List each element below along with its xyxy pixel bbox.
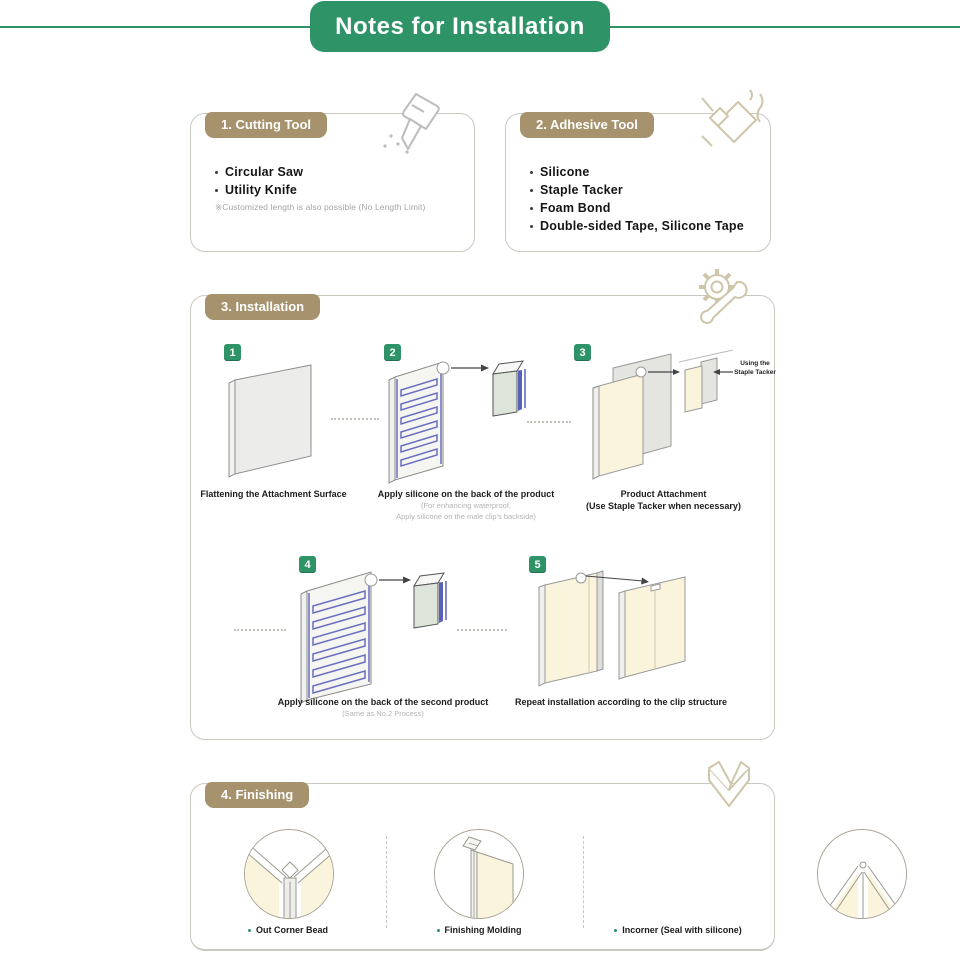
- bullet-dot: [248, 929, 251, 932]
- corner-bead-icon: [701, 760, 757, 820]
- step-badge: 1: [224, 344, 241, 361]
- list-item: [530, 199, 744, 217]
- list-item-label: Silicone: [540, 165, 590, 179]
- finishing-item-label: Incorner (Seal with silicone): [622, 925, 742, 935]
- step-caption: Repeat installation according to the clip structure: [514, 697, 728, 707]
- cutting-tool-label: 1. Cutting Tool: [205, 112, 327, 138]
- list-item: [215, 163, 425, 181]
- dashed-separator: [583, 836, 584, 928]
- section-finishing: [190, 783, 775, 951]
- incorner-diagram: [818, 830, 907, 919]
- list-item: [530, 217, 744, 235]
- step-caption: Apply silicone on the back of the product (For enhancing waterproof, Apply silicone on the male clip's backside): [377, 489, 555, 521]
- bullet-dot: [215, 189, 218, 192]
- apply-silicone-diagram: [381, 354, 531, 486]
- dashed-separator: [386, 836, 387, 928]
- step-caption: Product Attachment (Use Staple Tacker when necessary): [586, 489, 741, 511]
- bullet-dot: [530, 207, 533, 210]
- bullet-dot: [530, 189, 533, 192]
- list-item-label: Utility Knife: [225, 183, 298, 197]
- page-title: Notes for Installation: [310, 1, 610, 52]
- finishing-item-label: Out Corner Bead: [255, 925, 328, 935]
- dotted-separator: [457, 629, 507, 631]
- apply-silicone-second-diagram: [293, 564, 453, 706]
- finishing-item: [593, 925, 763, 935]
- dotted-separator: [234, 629, 286, 631]
- list-item: [215, 181, 425, 199]
- step-badge: 2: [384, 344, 401, 361]
- list-item-label: Foam Bond: [540, 201, 611, 215]
- step-caption: Apply silicone on the back of the second product (Same as No.2 Process): [277, 697, 489, 718]
- silicone-tube-icon: [696, 86, 768, 156]
- installation-label: 3. Installation: [205, 294, 320, 320]
- finishing-item-label: Finishing Molding: [444, 925, 522, 935]
- adhesive-tool-list: [530, 163, 744, 235]
- finishing-molding-detail: [434, 829, 524, 919]
- finishing-item: [203, 925, 373, 935]
- cutting-tool-list: [215, 163, 425, 213]
- finishing-item: [394, 925, 564, 935]
- step-badge: 3: [574, 344, 591, 361]
- dotted-separator: [527, 421, 571, 423]
- incorner-detail: [817, 829, 907, 919]
- bullet-dot: [530, 225, 533, 228]
- list-item: [530, 163, 744, 181]
- finishing-label: 4. Finishing: [205, 782, 309, 808]
- list-item-label: Double-sided Tape, Silicone Tape: [540, 219, 744, 233]
- list-item-label: Circular Saw: [225, 165, 304, 179]
- section-adhesive-tool: [505, 113, 771, 252]
- bullet-dot: [614, 929, 617, 932]
- dotted-separator: [331, 418, 379, 420]
- length-note: ※Customized length is also possible (No Length Limit): [215, 202, 426, 212]
- step-badge: 4: [299, 556, 316, 573]
- repeat-installation-diagram: [533, 561, 713, 696]
- gear-wrench-icon: [693, 266, 757, 326]
- bullet-dot: [215, 171, 218, 174]
- flat-surface-diagram: [219, 356, 329, 478]
- section-installation: [190, 295, 775, 740]
- bullet-dot: [530, 171, 533, 174]
- list-item: [530, 181, 744, 199]
- utility-knife-icon: [369, 92, 449, 156]
- section-cutting-tool: [190, 113, 475, 252]
- bullet-dot: [437, 929, 440, 932]
- finishing-molding-diagram: [435, 830, 524, 919]
- adhesive-tool-label: 2. Adhesive Tool: [520, 112, 654, 138]
- step-badge: 5: [529, 556, 546, 573]
- out-corner-detail: [244, 829, 334, 919]
- step-caption: Flattening the Attachment Surface: [200, 489, 347, 499]
- out-corner-diagram: [245, 830, 334, 919]
- staple-tacker-note: Using the Staple Tacker: [734, 360, 776, 376]
- list-item-label: Staple Tacker: [540, 183, 623, 197]
